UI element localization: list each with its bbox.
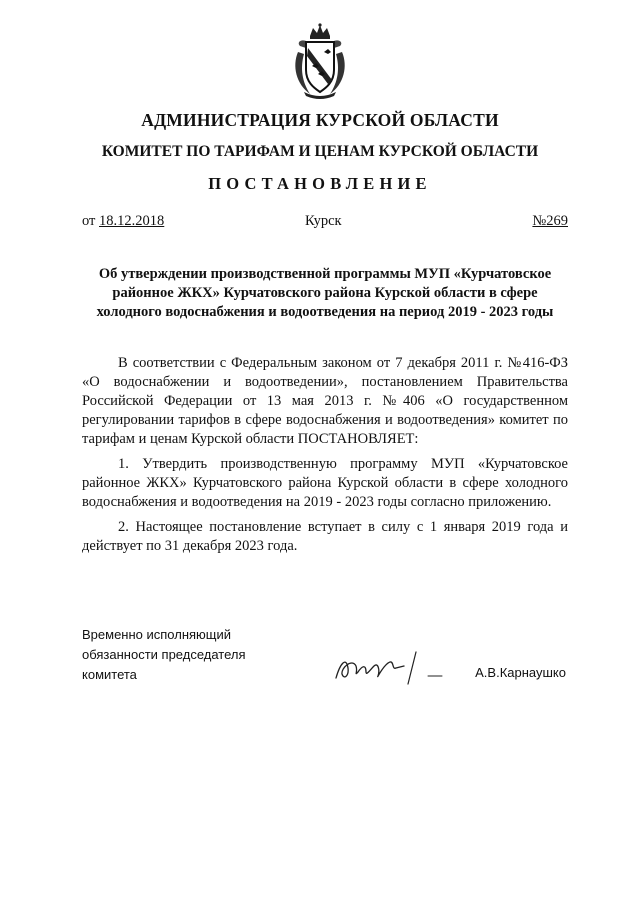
signatory-name: А.В.Карнаушко	[475, 665, 566, 680]
committee-title: КОМИТЕТ ПО ТАРИФАМ И ЦЕНАМ КУРСКОЙ ОБЛАСТИ	[101, 143, 539, 160]
document-date	[82, 213, 164, 230]
administration-title: АДМИНИСТРАЦИЯ КУРСКОЙ ОБЛАСТИ	[141, 110, 499, 130]
document-type-title: ПОСТАНОВЛЕНИЕ	[208, 174, 432, 193]
document-city: Курск	[305, 213, 342, 229]
item-1-paragraph: 1. Утвердить производственную программу МУП «Курчатовское районное ЖКХ» Курчатовского района Курской области в сфере холодного водоснабжения и водоотведения на 2019 - 2023 годы согласно приложению.	[82, 456, 568, 510]
signatory-position	[82, 625, 302, 685]
preamble-paragraph: В соответствии с Федеральным законом от 7 декабря 2011 г. №416-ФЗ «О водоснабжении и водоотведении», постановлением Правительства Российской Федерации от 13 мая 2013 г. №406 «О государственном регулировании тарифов в сфере водоснабжения и водоотведения» комитет по тарифам и ценам Курской области ПОСТАНОВЛЯЕТ:	[82, 355, 568, 447]
date-prefix: от	[82, 213, 96, 229]
position-line-3: комитета	[82, 667, 137, 682]
coat-of-arms-icon	[288, 22, 352, 100]
document-number: №269	[532, 213, 568, 229]
handwritten-signature	[332, 646, 447, 686]
position-line-2: обязанности председателя	[82, 647, 246, 662]
position-line-1: Временно исполняющий	[82, 627, 232, 642]
document-body	[82, 354, 568, 556]
date-value: 18.12.2018	[99, 213, 165, 229]
item-2-paragraph: 2. Настоящее постановление вступает в силу с 1 января 2019 года и действует по 31 декабря 2023 года.	[82, 519, 568, 554]
document-subject: Об утверждении производственной программы МУП «Курчатовское районное ЖКХ» Курчатовского района Курской области в сфере холодного водоснабжения и водоотведения на период 2019 - 2023 годы	[96, 266, 554, 320]
